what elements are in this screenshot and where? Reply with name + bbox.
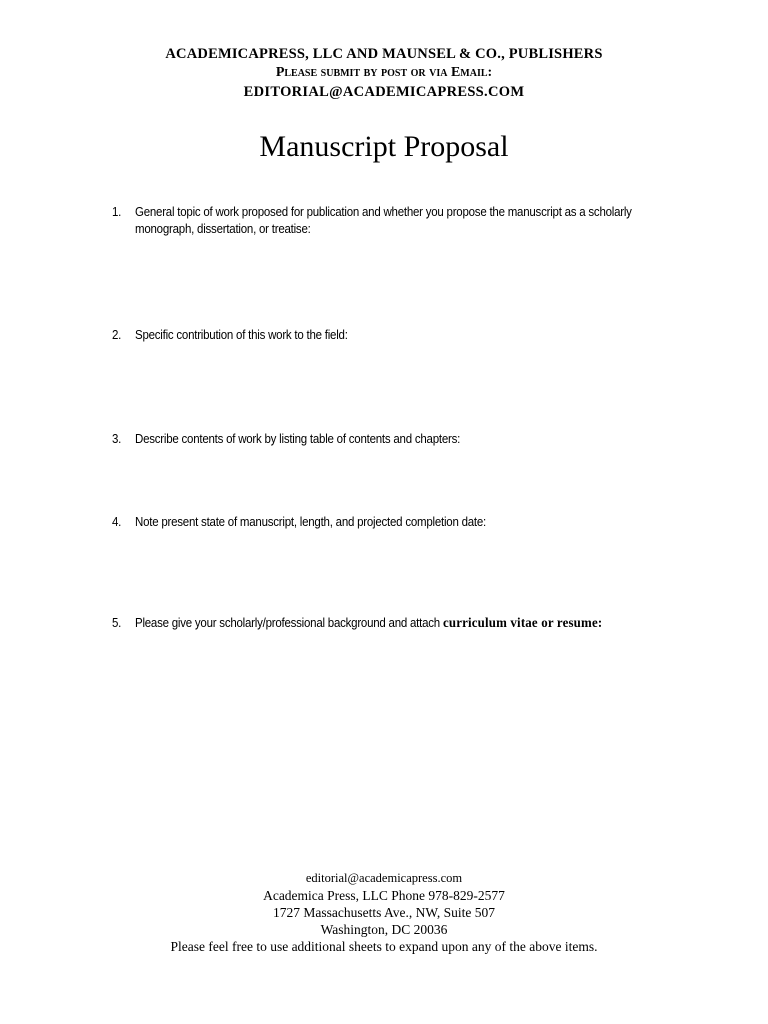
item-text bbox=[135, 615, 678, 632]
publisher-name: ACADEMICAPRESS, LLC AND MAUNSEL & CO., PUBLISHERS bbox=[165, 46, 603, 62]
item-text: General topic of work proposed for publication and whether you propose the manuscript as a scholarly monograph, dissertation, or treatise: bbox=[135, 205, 632, 236]
item-text-plain: Please give your scholarly/professional background and attach bbox=[135, 616, 443, 630]
proposal-item-4 bbox=[112, 514, 635, 531]
item-number: 1. bbox=[112, 205, 122, 219]
proposal-item-1 bbox=[112, 204, 635, 238]
item-number: 4. bbox=[112, 515, 122, 529]
item-number: 5. bbox=[112, 616, 122, 630]
item-text: Specific contribution of this work to the field: bbox=[135, 328, 348, 342]
footer-email: editorial@academicapress.com bbox=[305, 871, 463, 885]
editorial-email-header: EDITORIAL@ACADEMICAPRESS.COM bbox=[243, 84, 525, 100]
footer-note: Please feel free to use additional sheets to expand upon any of the above items. bbox=[170, 939, 598, 954]
footer bbox=[0, 870, 768, 955]
footer-address-street: 1727 Massachusetts Ave., NW, Suite 507 bbox=[273, 905, 495, 920]
submission-instructions: Please submit by post or via Email: bbox=[275, 65, 493, 80]
proposal-item-5 bbox=[112, 615, 635, 632]
item-number: 2. bbox=[112, 328, 122, 342]
item-text: Describe contents of work by listing table of contents and chapters: bbox=[135, 432, 461, 446]
item-number: 3. bbox=[112, 432, 122, 446]
footer-address-city: Washington, DC 20036 bbox=[320, 922, 448, 937]
proposal-item-2 bbox=[112, 327, 635, 344]
page-title: Manuscript Proposal bbox=[259, 130, 509, 163]
item-text-bold: curriculum vitae or resume: bbox=[442, 616, 603, 631]
footer-company-phone: Academica Press, LLC Phone 978-829-2577 bbox=[263, 888, 505, 903]
item-text: Note present state of manuscript, length, and projected completion date: bbox=[135, 515, 487, 529]
proposal-item-3 bbox=[112, 431, 635, 448]
